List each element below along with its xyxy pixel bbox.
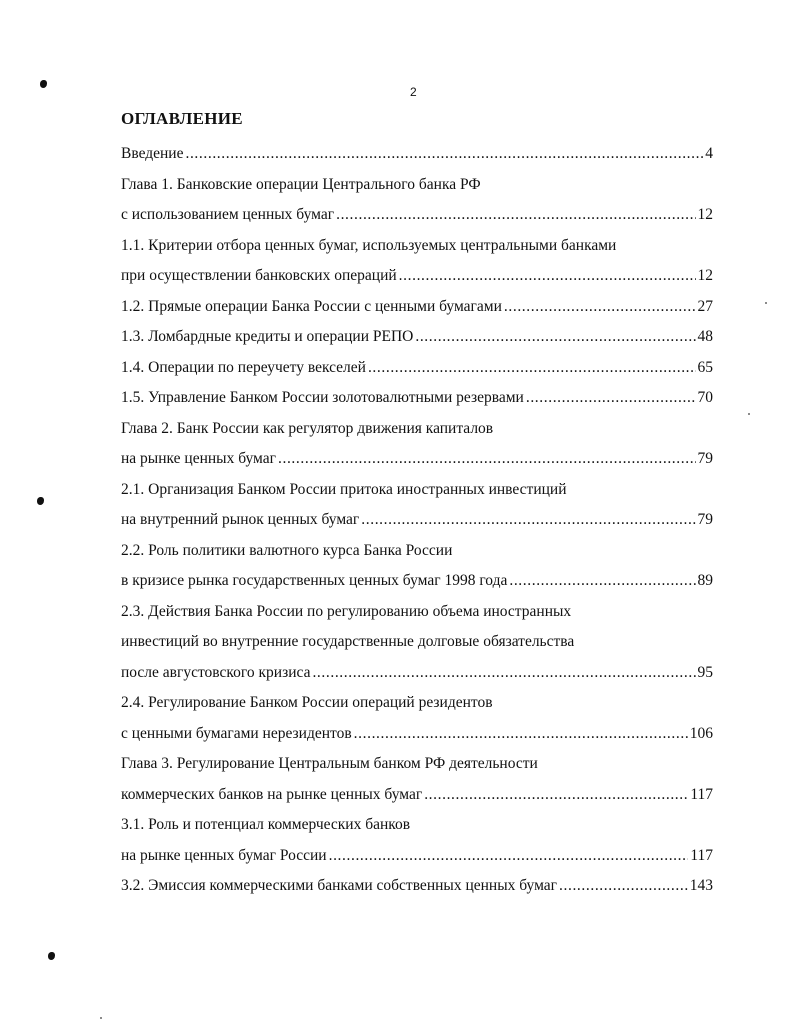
toc-entry-title: Глава 3. Регулирование Центральным банком РФ деятельности xyxy=(121,755,538,772)
toc-line xyxy=(121,688,713,719)
toc-line xyxy=(121,597,713,628)
toc-line xyxy=(121,505,713,536)
toc-page-number: 117 xyxy=(690,785,713,803)
toc-page-number: 106 xyxy=(689,724,713,742)
toc-line xyxy=(121,780,713,811)
scan-artifact-dot xyxy=(37,497,44,505)
toc-entry-title: 2.1. Организация Банком России притока иностранных инвестиций xyxy=(121,480,567,498)
toc-page-number: 12 xyxy=(697,206,713,223)
toc-entry-title: 1.2. Прямые операции Банка России с ценными бумагами xyxy=(121,297,502,315)
toc-entry-title: с использованием ценных бумаг xyxy=(121,206,335,223)
toc-dot-leader xyxy=(329,841,689,872)
scan-speck xyxy=(765,302,767,304)
toc-line xyxy=(121,414,713,445)
toc-page-number: 70 xyxy=(697,389,713,406)
toc-entry-title: 2.4. Регулирование Банком России операций резидентов xyxy=(121,694,493,711)
toc-page-number: 27 xyxy=(697,297,713,315)
toc-page-number: 89 xyxy=(697,572,713,589)
toc-line xyxy=(121,475,713,506)
toc-line xyxy=(121,292,713,323)
toc-entry-title: Введение xyxy=(121,145,184,162)
toc-entry-title: на рынке ценных бумаг России xyxy=(121,846,327,864)
page-number: 2 xyxy=(410,85,417,99)
toc-entry-title: коммерческих банков на рынке ценных бумаг xyxy=(121,785,423,803)
toc-line xyxy=(121,200,713,231)
toc-dot-leader xyxy=(504,292,696,323)
toc-entry-title: 3.1. Роль и потенциал коммерческих банков xyxy=(121,816,411,833)
toc-dot-leader xyxy=(354,719,688,750)
toc-line xyxy=(121,261,713,292)
toc-page-number: 12 xyxy=(697,267,713,284)
toc-line xyxy=(121,810,713,841)
toc-page-number: 95 xyxy=(697,663,713,681)
toc-dot-leader xyxy=(278,444,696,475)
toc-dot-leader xyxy=(424,780,688,811)
toc-entry-title: на внутренний рынок ценных бумаг xyxy=(121,511,360,528)
toc-page-number: 65 xyxy=(697,358,713,376)
toc-dot-leader xyxy=(526,383,696,414)
toc-page-number: 117 xyxy=(690,846,713,864)
toc-dot-leader xyxy=(336,200,695,231)
toc-line xyxy=(121,139,713,170)
toc-line xyxy=(121,841,713,872)
toc-line xyxy=(121,871,713,902)
toc-dot-leader xyxy=(312,658,695,689)
toc-dot-leader xyxy=(559,871,688,902)
toc-dot-leader xyxy=(361,505,695,536)
toc-page-number: 79 xyxy=(697,511,713,528)
toc-line xyxy=(121,566,713,597)
toc-line xyxy=(121,536,713,567)
toc-entry-title: 1.4. Операции по переучету векселей xyxy=(121,358,366,376)
toc-entry-title: 1.5. Управление Банком России золотовалютными резервами xyxy=(121,389,524,406)
toc-page-number: 79 xyxy=(697,450,713,467)
toc-line xyxy=(121,719,713,750)
toc-dot-leader xyxy=(185,139,703,170)
toc-line xyxy=(121,444,713,475)
toc-page-number: 143 xyxy=(689,877,713,894)
page-title: ОГЛАВЛЕНИЕ xyxy=(121,109,243,128)
table-of-contents xyxy=(121,139,713,902)
toc-page-number: 4 xyxy=(705,145,713,162)
toc-entry-title: инвестиций во внутренние государственные долговые обязательства xyxy=(121,633,575,650)
toc-entry-title: 3.2. Эмиссия коммерческими банками собственных ценных бумаг xyxy=(121,877,558,894)
toc-entry-title: Глава 1. Банковские операции Центрального банка РФ xyxy=(121,175,481,193)
toc-entry-title: Глава 2. Банк России как регулятор движения капиталов xyxy=(121,419,494,437)
toc-dot-leader xyxy=(509,566,695,597)
toc-line xyxy=(121,231,713,262)
scan-artifact-dot xyxy=(48,952,55,960)
toc-line xyxy=(121,749,713,780)
toc-dot-leader xyxy=(415,322,695,353)
toc-entry-title: на рынке ценных бумаг xyxy=(121,450,276,467)
toc-line xyxy=(121,322,713,353)
scan-artifact-dot xyxy=(40,80,47,88)
toc-entry-title: в кризисе рынка государственных ценных бумаг 1998 года xyxy=(121,572,508,589)
toc-page-number: 48 xyxy=(697,328,713,345)
toc-entry-title: 2.2. Роль политики валютного курса Банка России xyxy=(121,541,453,559)
toc-line xyxy=(121,658,713,689)
scan-speck xyxy=(748,413,750,415)
toc-entry-title: с ценными бумагами нерезидентов xyxy=(121,724,352,742)
toc-line xyxy=(121,627,713,658)
toc-dot-leader xyxy=(368,353,696,384)
toc-entry-title: 1.1. Критерии отбора ценных бумаг, используемых центральными банками xyxy=(121,236,617,254)
toc-entry-title: после августовского кризиса xyxy=(121,663,311,681)
toc-line xyxy=(121,383,713,414)
toc-entry-title: при осуществлении банковских операций xyxy=(121,267,397,284)
scan-speck xyxy=(100,1017,102,1019)
toc-entry-title: 2.3. Действия Банка России по регулированию объема иностранных xyxy=(121,602,572,620)
toc-entry-title: 1.3. Ломбардные кредиты и операции РЕПО xyxy=(121,328,414,345)
toc-line xyxy=(121,353,713,384)
toc-line xyxy=(121,170,713,201)
toc-dot-leader xyxy=(399,261,696,292)
